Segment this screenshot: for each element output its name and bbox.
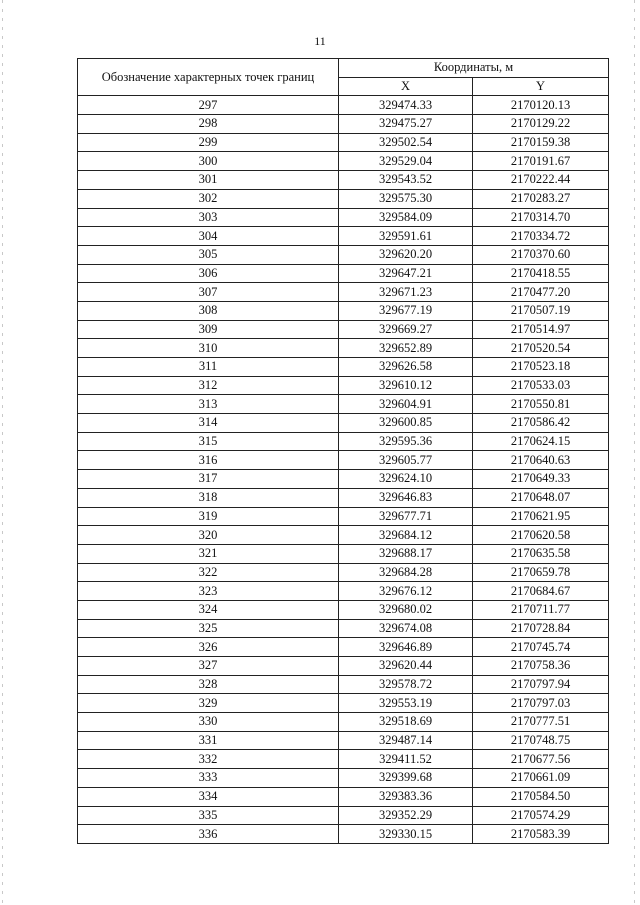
x-coordinate-cell: 329605.77 <box>339 451 473 470</box>
y-coordinate-cell: 2170777.51 <box>473 713 609 732</box>
y-coordinate-cell: 2170159.38 <box>473 133 609 152</box>
scan-edge-mark-left <box>2 0 3 905</box>
point-number-cell: 334 <box>78 787 339 806</box>
table-row <box>78 358 609 377</box>
y-coordinate-cell: 2170533.03 <box>473 376 609 395</box>
table-row <box>78 451 609 470</box>
point-number-cell: 321 <box>78 544 339 563</box>
x-coordinate-cell: 329652.89 <box>339 339 473 358</box>
y-coordinate-cell: 2170370.60 <box>473 245 609 264</box>
point-number-cell: 301 <box>78 171 339 190</box>
y-coordinate-cell: 2170797.94 <box>473 675 609 694</box>
x-coordinate-cell: 329475.27 <box>339 115 473 134</box>
table-row <box>78 208 609 227</box>
table-row <box>78 563 609 582</box>
table-row <box>78 713 609 732</box>
x-coordinate-cell: 329680.02 <box>339 600 473 619</box>
x-coordinate-cell: 329411.52 <box>339 750 473 769</box>
table-body <box>78 96 609 844</box>
y-coordinate-cell: 2170334.72 <box>473 227 609 246</box>
point-number-cell: 299 <box>78 133 339 152</box>
y-coordinate-cell: 2170745.74 <box>473 638 609 657</box>
point-number-cell: 335 <box>78 806 339 825</box>
x-coordinate-cell: 329352.29 <box>339 806 473 825</box>
y-coordinate-cell: 2170574.29 <box>473 806 609 825</box>
x-coordinate-cell: 329620.44 <box>339 657 473 676</box>
header-coordinates: Координаты, м <box>339 59 609 78</box>
point-number-cell: 317 <box>78 470 339 489</box>
table-row <box>78 825 609 844</box>
x-coordinate-cell: 329502.54 <box>339 133 473 152</box>
point-number-cell: 308 <box>78 301 339 320</box>
point-number-cell: 310 <box>78 339 339 358</box>
table-row <box>78 544 609 563</box>
y-coordinate-cell: 2170283.27 <box>473 189 609 208</box>
table-row <box>78 283 609 302</box>
point-number-cell: 316 <box>78 451 339 470</box>
x-coordinate-cell: 329677.19 <box>339 301 473 320</box>
x-coordinate-cell: 329399.68 <box>339 769 473 788</box>
point-number-cell: 332 <box>78 750 339 769</box>
point-number-cell: 336 <box>78 825 339 844</box>
table-row <box>78 600 609 619</box>
point-number-cell: 328 <box>78 675 339 694</box>
y-coordinate-cell: 2170758.36 <box>473 657 609 676</box>
x-coordinate-cell: 329688.17 <box>339 544 473 563</box>
x-coordinate-cell: 329584.09 <box>339 208 473 227</box>
boundary-points-table <box>77 58 609 844</box>
x-coordinate-cell: 329591.61 <box>339 227 473 246</box>
point-number-cell: 318 <box>78 488 339 507</box>
point-number-cell: 331 <box>78 731 339 750</box>
table-row <box>78 301 609 320</box>
point-number-cell: 304 <box>78 227 339 246</box>
y-coordinate-cell: 2170677.56 <box>473 750 609 769</box>
x-coordinate-cell: 329578.72 <box>339 675 473 694</box>
point-number-cell: 322 <box>78 563 339 582</box>
point-number-cell: 309 <box>78 320 339 339</box>
point-number-cell: 324 <box>78 600 339 619</box>
y-coordinate-cell: 2170477.20 <box>473 283 609 302</box>
y-coordinate-cell: 2170120.13 <box>473 96 609 115</box>
y-coordinate-cell: 2170624.15 <box>473 432 609 451</box>
point-number-cell: 302 <box>78 189 339 208</box>
x-coordinate-cell: 329600.85 <box>339 414 473 433</box>
x-coordinate-cell: 329674.08 <box>339 619 473 638</box>
point-number-cell: 323 <box>78 582 339 601</box>
y-coordinate-cell: 2170222.44 <box>473 171 609 190</box>
point-number-cell: 320 <box>78 526 339 545</box>
point-number-cell: 300 <box>78 152 339 171</box>
table-row <box>78 414 609 433</box>
table-row <box>78 432 609 451</box>
header-y: Y <box>473 77 609 96</box>
table-row <box>78 152 609 171</box>
point-number-cell: 326 <box>78 638 339 657</box>
x-coordinate-cell: 329646.89 <box>339 638 473 657</box>
table-row <box>78 582 609 601</box>
x-coordinate-cell: 329626.58 <box>339 358 473 377</box>
y-coordinate-cell: 2170640.63 <box>473 451 609 470</box>
x-coordinate-cell: 329487.14 <box>339 731 473 750</box>
y-coordinate-cell: 2170191.67 <box>473 152 609 171</box>
y-coordinate-cell: 2170507.19 <box>473 301 609 320</box>
point-number-cell: 311 <box>78 358 339 377</box>
y-coordinate-cell: 2170620.58 <box>473 526 609 545</box>
point-number-cell: 313 <box>78 395 339 414</box>
table-row <box>78 264 609 283</box>
point-number-cell: 333 <box>78 769 339 788</box>
y-coordinate-cell: 2170418.55 <box>473 264 609 283</box>
table-row <box>78 320 609 339</box>
table-row <box>78 806 609 825</box>
x-coordinate-cell: 329620.20 <box>339 245 473 264</box>
x-coordinate-cell: 329474.33 <box>339 96 473 115</box>
x-coordinate-cell: 329677.71 <box>339 507 473 526</box>
table-row <box>78 227 609 246</box>
y-coordinate-cell: 2170728.84 <box>473 619 609 638</box>
point-number-cell: 307 <box>78 283 339 302</box>
x-coordinate-cell: 329624.10 <box>339 470 473 489</box>
point-number-cell: 298 <box>78 115 339 134</box>
table-row <box>78 376 609 395</box>
x-coordinate-cell: 329553.19 <box>339 694 473 713</box>
point-number-cell: 330 <box>78 713 339 732</box>
x-coordinate-cell: 329684.28 <box>339 563 473 582</box>
table-row <box>78 731 609 750</box>
y-coordinate-cell: 2170586.42 <box>473 414 609 433</box>
y-coordinate-cell: 2170584.50 <box>473 787 609 806</box>
x-coordinate-cell: 329610.12 <box>339 376 473 395</box>
table-row <box>78 507 609 526</box>
y-coordinate-cell: 2170748.75 <box>473 731 609 750</box>
x-coordinate-cell: 329518.69 <box>339 713 473 732</box>
table-row <box>78 638 609 657</box>
x-coordinate-cell: 329575.30 <box>339 189 473 208</box>
y-coordinate-cell: 2170649.33 <box>473 470 609 489</box>
point-number-cell: 315 <box>78 432 339 451</box>
table-row <box>78 488 609 507</box>
x-coordinate-cell: 329669.27 <box>339 320 473 339</box>
table-row <box>78 189 609 208</box>
y-coordinate-cell: 2170514.97 <box>473 320 609 339</box>
x-coordinate-cell: 329684.12 <box>339 526 473 545</box>
x-coordinate-cell: 329529.04 <box>339 152 473 171</box>
table-row <box>78 769 609 788</box>
point-number-cell: 319 <box>78 507 339 526</box>
table-row <box>78 133 609 152</box>
table-row <box>78 787 609 806</box>
y-coordinate-cell: 2170635.58 <box>473 544 609 563</box>
point-number-cell: 303 <box>78 208 339 227</box>
table-row <box>78 526 609 545</box>
x-coordinate-cell: 329676.12 <box>339 582 473 601</box>
y-coordinate-cell: 2170314.70 <box>473 208 609 227</box>
page-number: 11 <box>314 34 326 48</box>
scan-edge-mark-right <box>634 0 635 905</box>
point-number-cell: 305 <box>78 245 339 264</box>
point-number-cell: 314 <box>78 414 339 433</box>
point-number-cell: 297 <box>78 96 339 115</box>
y-coordinate-cell: 2170661.09 <box>473 769 609 788</box>
x-coordinate-cell: 329330.15 <box>339 825 473 844</box>
header-x: X <box>339 77 473 96</box>
point-number-cell: 312 <box>78 376 339 395</box>
y-coordinate-cell: 2170648.07 <box>473 488 609 507</box>
x-coordinate-cell: 329383.36 <box>339 787 473 806</box>
y-coordinate-cell: 2170711.77 <box>473 600 609 619</box>
y-coordinate-cell: 2170550.81 <box>473 395 609 414</box>
table-row <box>78 675 609 694</box>
table-row <box>78 750 609 769</box>
table-row <box>78 171 609 190</box>
table-row <box>78 96 609 115</box>
y-coordinate-cell: 2170520.54 <box>473 339 609 358</box>
x-coordinate-cell: 329646.83 <box>339 488 473 507</box>
x-coordinate-cell: 329604.91 <box>339 395 473 414</box>
point-number-cell: 327 <box>78 657 339 676</box>
x-coordinate-cell: 329647.21 <box>339 264 473 283</box>
y-coordinate-cell: 2170523.18 <box>473 358 609 377</box>
y-coordinate-cell: 2170621.95 <box>473 507 609 526</box>
y-coordinate-cell: 2170684.67 <box>473 582 609 601</box>
table-row <box>78 657 609 676</box>
point-number-cell: 325 <box>78 619 339 638</box>
x-coordinate-cell: 329595.36 <box>339 432 473 451</box>
table-row <box>78 245 609 264</box>
table-row <box>78 395 609 414</box>
table-row <box>78 115 609 134</box>
y-coordinate-cell: 2170659.78 <box>473 563 609 582</box>
x-coordinate-cell: 329671.23 <box>339 283 473 302</box>
point-number-cell: 306 <box>78 264 339 283</box>
table-row <box>78 339 609 358</box>
x-coordinate-cell: 329543.52 <box>339 171 473 190</box>
y-coordinate-cell: 2170129.22 <box>473 115 609 134</box>
table-row <box>78 619 609 638</box>
header-point-designation: Обозначение характерных точек границ <box>78 59 339 96</box>
table-row <box>78 470 609 489</box>
point-number-cell: 329 <box>78 694 339 713</box>
y-coordinate-cell: 2170583.39 <box>473 825 609 844</box>
table-row <box>78 694 609 713</box>
y-coordinate-cell: 2170797.03 <box>473 694 609 713</box>
